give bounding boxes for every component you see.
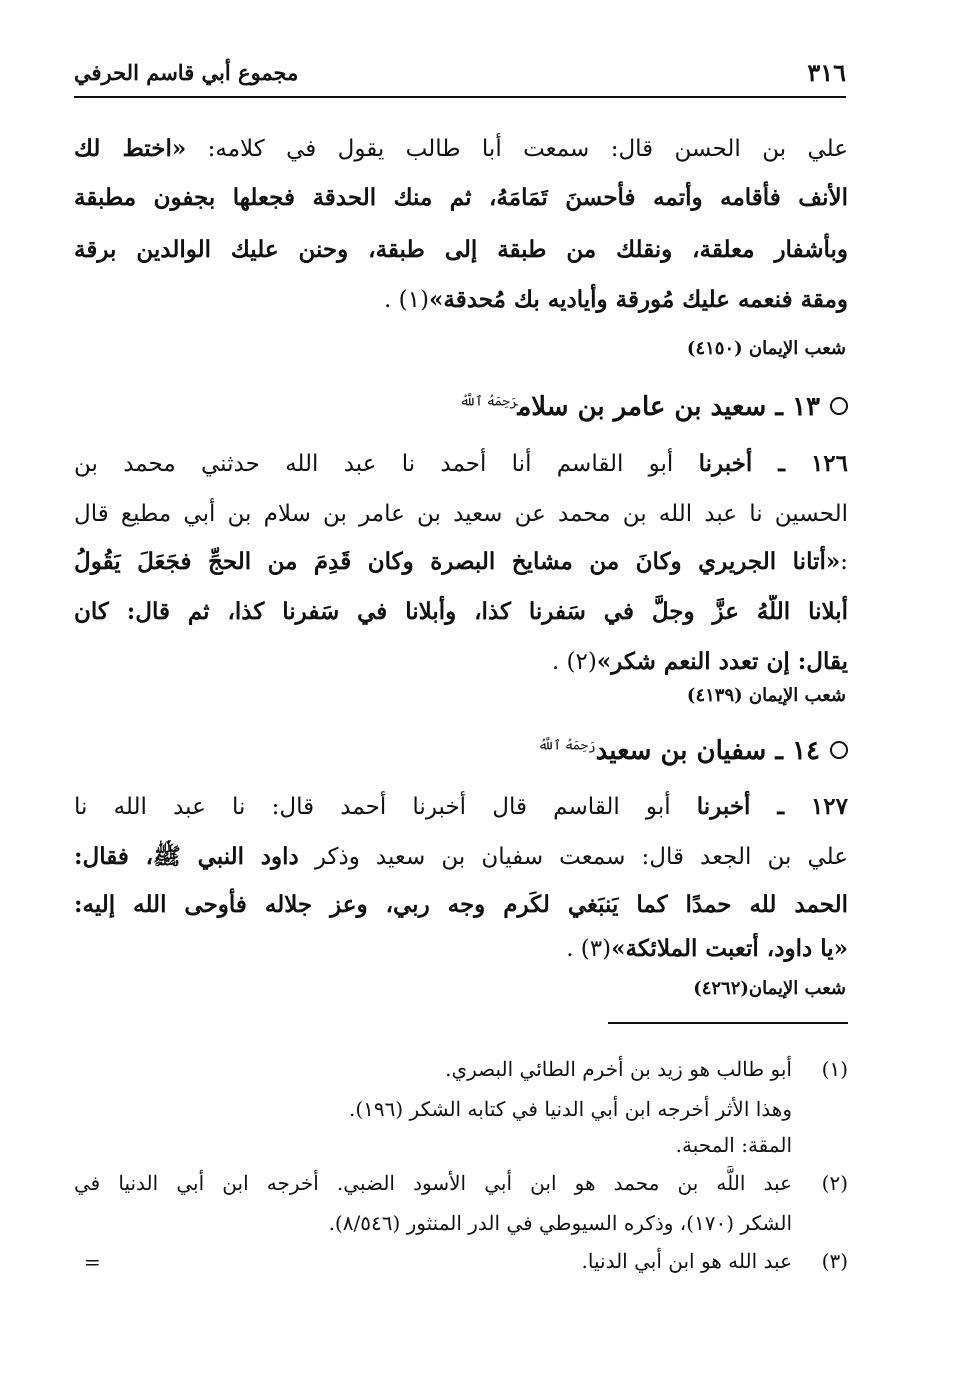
- page-number: ٣١٦: [807, 58, 846, 87]
- source-reference: شعب الإيمان (٤١٣٩): [686, 685, 846, 706]
- footnote-number: (٣): [821, 1249, 848, 1273]
- footnote-2: [74, 1166, 848, 1200]
- honorific: رَحِمَهُ ٱللَّهُ: [459, 394, 518, 410]
- text-line: يقال: إن تعدد النعم شكر»(٢) .: [551, 648, 848, 675]
- footnote-text: عبد اللَّه بن محمد هو ابن أبي الأسود الضبي. أخرجه ابن أبي الدنيا في: [74, 1171, 792, 1195]
- footnote-number: (١): [821, 1057, 848, 1081]
- honorific: رَحِمَهُ ٱللَّهُ: [538, 738, 596, 754]
- text-line: وبأشفار معلقة، ونقلك من طبقة إلى طبقة، وحنن عليك الوالدين برقة: [74, 236, 848, 263]
- footnote-1: [74, 1052, 848, 1086]
- text-line: علي بن الجعد قال: سمعت سفيان بن سعيد وذكر داود النبي ﷺ، فقال:: [74, 843, 848, 870]
- text-line: ١٢٧ ـ أخبرنا أبو القاسم قال أخبرنا أحمد قال: نا عبد الله نا: [74, 793, 848, 820]
- running-title: مجموع أبي قاسم الحرفي: [74, 60, 299, 85]
- continuation-mark: =: [84, 1250, 101, 1274]
- text-line: الحمد لله حمدًا كما يَنبَغي لكَرم وجه ربي، وعز جلاله فأوحى الله إليه:: [74, 891, 848, 918]
- text-line: الأنف فأقامه وأتمه فأحسنَ تَمَامَهُ، ثم منك الحدقة فجعلها بجفون مطبقة: [74, 184, 848, 211]
- source-reference: شعب الإيمان(٤٢٦٢): [693, 978, 846, 999]
- footnote-text: وهذا الأثر أخرجه ابن أبي الدنيا في كتابه الشكر (١٩٦).: [348, 1097, 792, 1121]
- footnote-text: المقة: المحبة.: [675, 1133, 792, 1157]
- flower-ornament-icon: [830, 397, 848, 415]
- footnote-number: (٢): [821, 1171, 848, 1195]
- text-line: :«أتانا الجريري وكانَ من مشايخ البصرة وكان قَدِمَ من الحجِّ فجَعَلَ يَقُولُ: [74, 548, 848, 575]
- flower-ornament-icon: [830, 741, 848, 759]
- footnote-text: أبو طالب هو زيد بن أخرم الطائي البصري.: [445, 1057, 792, 1081]
- text-line: علي بن الحسن قال: سمعت أبا طالب يقول في كلامه: «اختط لك: [74, 135, 848, 162]
- footnote-text: الشكر (١٧٠)، وذكره السيوطي في الدر المنثور (٨/٥٤٦).: [328, 1211, 792, 1235]
- text-line: أبلانا اللَّهُ عزَّ وجلَّ في سَفرنا كذا، وأبلانا في سَفرنا كذا، ثم قال: كان: [74, 598, 848, 625]
- footnote-2-line-2: [74, 1206, 848, 1240]
- section-heading: ١٣ ـ سعيد بن عامر بن سلام$^{رَحِمَهُ ٱللَّهُ}$: [460, 392, 848, 422]
- text-line: الحسين نا عبد الله بن محمد عن سعيد بن عامر بن سلام بن أبي مطيع قال: [74, 501, 848, 527]
- page-header: [74, 50, 846, 98]
- footnote-1-line-2: [74, 1092, 848, 1126]
- text-line: ١٢٦ ـ أخبرنا أبو القاسم أنا أحمد نا عبد الله حدثني محمد بن: [74, 450, 848, 477]
- footnote-text: عبد الله هو ابن أبي الدنيا.: [581, 1249, 792, 1273]
- footnote-3: [74, 1244, 848, 1278]
- text-line: «يا داود، أتعبت الملائكة»(٣) .: [566, 935, 848, 962]
- footnote-separator: [608, 1022, 848, 1024]
- text-line: ومقة فنعمه عليك مُورقة وأياديه بك مُحدقة»(١) .: [384, 286, 848, 313]
- section-heading: ١٤ ـ سفيان بن سعيد$^{رَحِمَهُ ٱللَّهُ}$: [538, 736, 848, 766]
- footnote-1-line-3: [74, 1128, 848, 1162]
- source-reference: شعب الإيمان (٤١٥٠): [686, 338, 846, 359]
